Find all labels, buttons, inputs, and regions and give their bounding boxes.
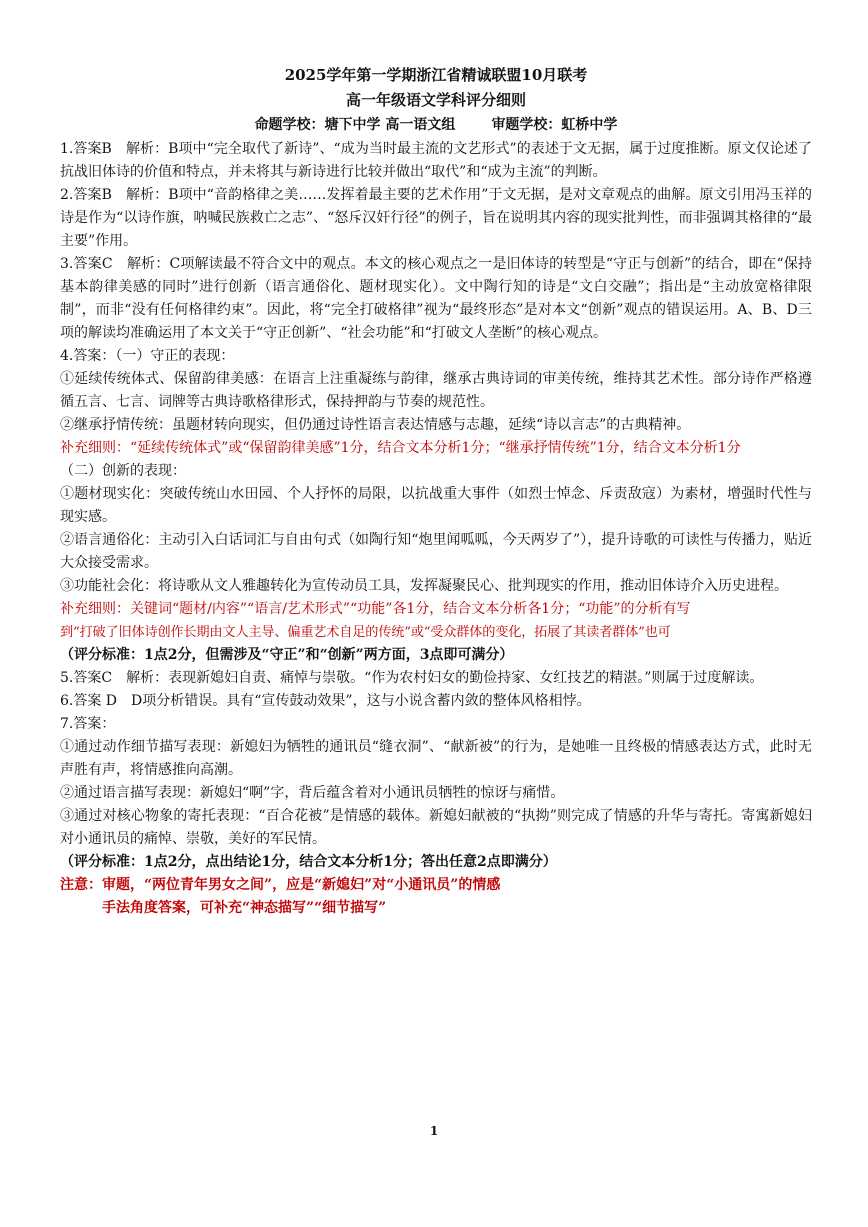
answer-5: 5.答案C 解析：表现新媳妇自责、痛悼与崇敬。“作为农村妇女的勤俭持家、女红技艺的精湛。”则属于过度解读。 (60, 670, 764, 686)
supplement-note-2b: 到“打破了旧体诗创作长期由文人主导、偏重艺术自足的传统”或“受众群体的变化，拓展了其读者群体”也可 (60, 625, 671, 640)
answer-6: 6.答案 D D项分析错误。具有“宣传鼓动效果”，这与小说含蓄内敛的整体风格相悖。 (60, 693, 591, 709)
innovation-point-2: ②语言通俗化：主动引入白话词汇与自由句式（如陶行知“炮里闻呱呱，今天两岁了”），提升诗歌的可读性与传播力，贴近大众接受需求。 (60, 532, 812, 571)
author-right: 审题学校：虹桥中学 (491, 117, 618, 133)
answer-7-heading: 7.答案： (60, 716, 116, 732)
supplement-note-2a: 补充细则：关键词“题材/内容”“语言/艺术形式”“功能”各1分，结合文本分析各1分；“功能”的分析有写 (60, 601, 691, 617)
supplement-note-1: 补充细则：“延续传统体式”或“保留韵律美感”1分，结合文本分析1分；“继承抒情传统”1分，结合文本分析1分 (60, 440, 741, 456)
answer-4-heading: 4.答案：（一）守正的表现： (60, 348, 235, 364)
author-left: 命题学校：塘下中学 高一语文组 (254, 117, 456, 133)
innovation-heading: （二）创新的表现： (60, 463, 186, 479)
answer-4-point-2: ②继承抒情传统：虽题材转向现实，但仍通过诗性语言表达情感与志趣，延续“诗以言志”的古典精神。 (60, 417, 691, 433)
author-line (60, 112, 812, 138)
attention-note-method: 手法角度答案，可补充“神态描写”“细节描写” (102, 900, 387, 916)
answer-4-point-1: ①延续传统体式、保留韵律美感：在语言上注重凝练与韵律，继承古典诗词的审美传统，维持其艺术性。部分诗作严格遵循五言、七言、词牌等古典诗歌格律形式，保持押韵与节奏的规范性。 (60, 371, 812, 410)
answer-3: 3.答案C 解析：C项解读最不符合文中的观点。本文的核心观点之一是旧体诗的转型是“守正与创新”的结合，即在“保持基本韵律美感的同时”进行创新（语言通俗化、题材现实化）。文中陶行知的诗是“文白交融”；指出是“主动放宽格律限制”，而非“没有任何格律约束”。因此，将“完全打破格律”视为“最终形态”是对本文“创新”观点的错误运用。A、B、D三项的解读均准确运用了本文关于“守正创新”、“社会功能”和“打破文人垄断”的核心观点。 (60, 256, 812, 341)
innovation-point-3: ③功能社会化：将诗歌从文人雅趣转化为宣传动员工具，发挥凝聚民心、批判现实的作用，推动旧体诗介入历史进程。 (60, 578, 788, 594)
attention-note: 注意：审题，“两位青年男女之间”，应是“新媳妇”对“小通讯员”的情感 (60, 877, 501, 893)
header (60, 62, 812, 138)
answer-7-point-1: ①通过动作细节描写表现：新媳妇为牺牲的通讯员“缝衣洞”、“献新被”的行为，是她唯一且终极的情感表达方式，此时无声胜有声，将情感推向高潮。 (60, 739, 812, 778)
page-number: 1 (429, 1124, 439, 1138)
document-content (60, 62, 812, 920)
answer-7-point-2: ②通过语言描写表现：新媳妇“啊”字，背后蕴含着对小通讯员牺牲的惊讶与痛惜。 (60, 785, 565, 801)
exam-title: 2025学年第一学期浙江省精诚联盟10月联考 (284, 66, 588, 84)
answer-1: 1.答案B 解析：B项中“完全取代了新诗”、“成为当时最主流的文艺形式”的表述于文无据，属于过度推断。原文仅论述了抗战旧体诗的价值和特点，并未将其与新诗进行比较并做出“取代”和“成为主流”的判断。 (60, 141, 812, 180)
scoring-standard-2: （评分标准：1点2分，点出结论1分，结合文本分析1分；答出任意2点即满分） (60, 854, 557, 870)
answer-7-point-3: ③通过对核心物象的寄托表现：“百合花被”是情感的载体。新媳妇献被的“执拗”则完成了情感的升华与寄托。寄寓新媳妇对小通讯员的痛悼、崇敬，美好的军民情。 (60, 808, 812, 847)
innovation-point-1: ①题材现实化：突破传统山水田园、个人抒怀的局限，以抗战重大事件（如烈士悼念、斥责敌寇）为素材，增强时代性与现实感。 (60, 486, 812, 525)
exam-subtitle: 高一年级语文学科评分细则 (345, 91, 526, 109)
answer-2: 2.答案B 解析：B项中“音韵格律之美……发挥着最主要的艺术作用”于文无据，是对文章观点的曲解。原文引用冯玉祥的诗是作为“以诗作旗，呐喊民族救亡之志”、“怒斥汉奸行径”的例子，旨在说明其内容的现实批判性，而非强调其格律的“最主要”作用。 (60, 187, 812, 249)
scoring-standard-1: （评分标准：1点2分，但需涉及“守正”和“创新”两方面，3点即可满分） (60, 647, 514, 663)
